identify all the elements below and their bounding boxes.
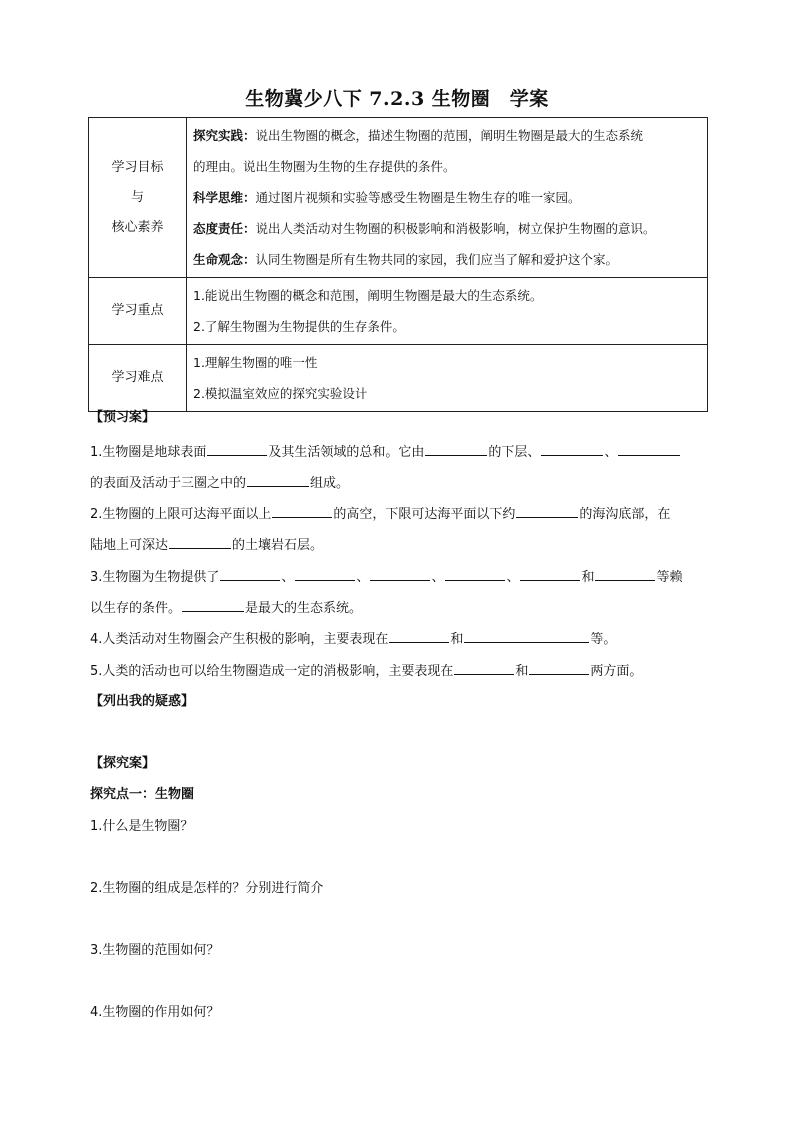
answer-blank[interactable] (247, 474, 309, 487)
goal-text: 通过图片视频和实验等感受生物圈是生物生存的唯一家园。 (255, 190, 581, 205)
preview-question-5 (90, 660, 642, 679)
question-text: 等赖 (656, 570, 683, 585)
question-text: 陆地上可深达 (90, 538, 169, 553)
preview-question-2 (90, 503, 670, 522)
answer-blank[interactable] (169, 536, 231, 549)
question-text: 2.生物圈的上限可达海平面以上 (90, 507, 272, 522)
goals-head-line: 核心素养 (111, 219, 164, 235)
goal-line-practice (193, 120, 701, 151)
answer-blank[interactable] (370, 568, 430, 581)
goals-content-cell (187, 118, 708, 278)
question-text: 、 (506, 570, 520, 585)
difficulties-head: 学习难点 (89, 345, 187, 412)
question-text: 是最大的生态系统。 (245, 601, 363, 616)
answer-blank[interactable] (182, 599, 244, 612)
table-row (89, 345, 708, 412)
answer-blank[interactable] (207, 443, 267, 456)
answer-blank[interactable] (464, 630, 589, 643)
question-text: 组成。 (310, 476, 350, 491)
table-row (89, 118, 708, 278)
answer-blank[interactable] (220, 568, 280, 581)
explore-heading: 【探究案】 (90, 756, 156, 771)
goal-line-thinking (193, 182, 701, 213)
question-text: 和 (515, 664, 529, 679)
question-text: 1.生物圈是地球表面 (90, 445, 207, 460)
question-text: 两方面。 (590, 664, 643, 679)
question-text: 和 (581, 570, 595, 585)
question-text: 、 (431, 570, 445, 585)
goal-line-attitude (193, 213, 701, 244)
answer-blank[interactable] (520, 568, 580, 581)
question-text: 、 (281, 570, 295, 585)
question-text: 的海沟底部，在 (579, 507, 671, 522)
goals-head-line: 与 (130, 189, 144, 205)
page-title: 生物冀少八下 7.2.3 生物圈 学案 (245, 88, 549, 110)
answer-blank[interactable] (454, 662, 514, 675)
answer-blank[interactable] (425, 443, 487, 456)
preview-question-2-cont (90, 534, 323, 553)
answer-blank[interactable] (516, 505, 578, 518)
key-points-cell (187, 278, 708, 345)
preview-heading: 【预习案】 (90, 410, 156, 425)
key-point-item: 1.能说出生物圈的概念和范围，阐明生物圈是最大的生态系统。 (193, 288, 543, 303)
explore-point-title: 探究点一：生物圈 (90, 787, 195, 802)
answer-blank[interactable] (618, 443, 680, 456)
question-text: 、 (604, 445, 618, 460)
explore-question-1: 1.什么是生物圈？ (90, 819, 194, 834)
learning-goals-table (88, 117, 708, 412)
explore-question-3: 3.生物圈的范围如何？ (90, 943, 220, 958)
preview-question-1 (90, 441, 681, 460)
preview-question-4 (90, 628, 616, 647)
key-point-item: 2.了解生物圈为生物提供的生存条件。 (193, 319, 405, 334)
difficulty-item: 1.理解生物圈的唯一性 (193, 355, 318, 370)
question-text: 等。 (590, 632, 617, 647)
answer-blank[interactable] (445, 568, 505, 581)
question-text: 4.人类活动对生物圈会产生积极的影响，主要表现在 (90, 632, 389, 647)
preview-question-3-cont (90, 597, 362, 616)
question-text: 、 (356, 570, 370, 585)
explore-question-4: 4.生物圈的作用如何？ (90, 1005, 220, 1020)
question-text: 的下层、 (488, 445, 541, 460)
goals-head-cell (89, 118, 187, 278)
answer-blank[interactable] (295, 568, 355, 581)
question-text: 5.人类的活动也可以给生物圈造成一定的消极影响，主要表现在 (90, 664, 454, 679)
goal-label: 生命观念： (193, 252, 256, 267)
goal-label: 探究实践： (193, 128, 256, 143)
goal-label: 态度责任： (193, 221, 256, 236)
question-text: 和 (450, 632, 464, 647)
explore-question-2: 2.生物圈的组成是怎样的？分别进行简介 (90, 881, 324, 896)
goal-text: 认同生物圈是所有生物共同的家园，我们应当了解和爱护这个家。 (255, 252, 619, 267)
key-points-head: 学习重点 (89, 278, 187, 345)
answer-blank[interactable] (389, 630, 449, 643)
preview-question-1-cont (90, 472, 349, 491)
goal-line-life-view (193, 244, 701, 275)
goal-text: 的理由。说出生物圈为生物的生存提供的条件。 (193, 159, 456, 174)
doubts-heading: 【列出我的疑惑】 (90, 694, 195, 709)
question-text: 3.生物圈为生物提供了 (90, 570, 220, 585)
goal-text: 说出人类活动对生物圈的积极影响和消极影响，树立保护生物圈的意识。 (255, 221, 656, 236)
answer-blank[interactable] (529, 662, 589, 675)
answer-blank[interactable] (272, 505, 332, 518)
table-row (89, 278, 708, 345)
goals-head-line: 学习目标 (111, 159, 164, 175)
goal-line-practice-cont (193, 151, 701, 182)
question-text: 及其生活领域的总和。它由 (268, 445, 425, 460)
question-text: 以生存的条件。 (90, 601, 182, 616)
question-text: 的表面及活动于三圈之中的 (90, 476, 247, 491)
difficulty-item: 2.模拟温室效应的探究实验设计 (193, 386, 368, 401)
question-text: 的高空，下限可达海平面以下约 (333, 507, 516, 522)
answer-blank[interactable] (595, 568, 655, 581)
goal-text: 说出生物圈的概念，描述生物圈的范围，阐明生物圈是最大的生态系统 (255, 128, 644, 143)
answer-blank[interactable] (541, 443, 603, 456)
question-text: 的土壤岩石层。 (232, 538, 324, 553)
preview-question-3 (90, 566, 683, 585)
difficulties-cell (187, 345, 708, 412)
goal-label: 科学思维： (193, 190, 256, 205)
